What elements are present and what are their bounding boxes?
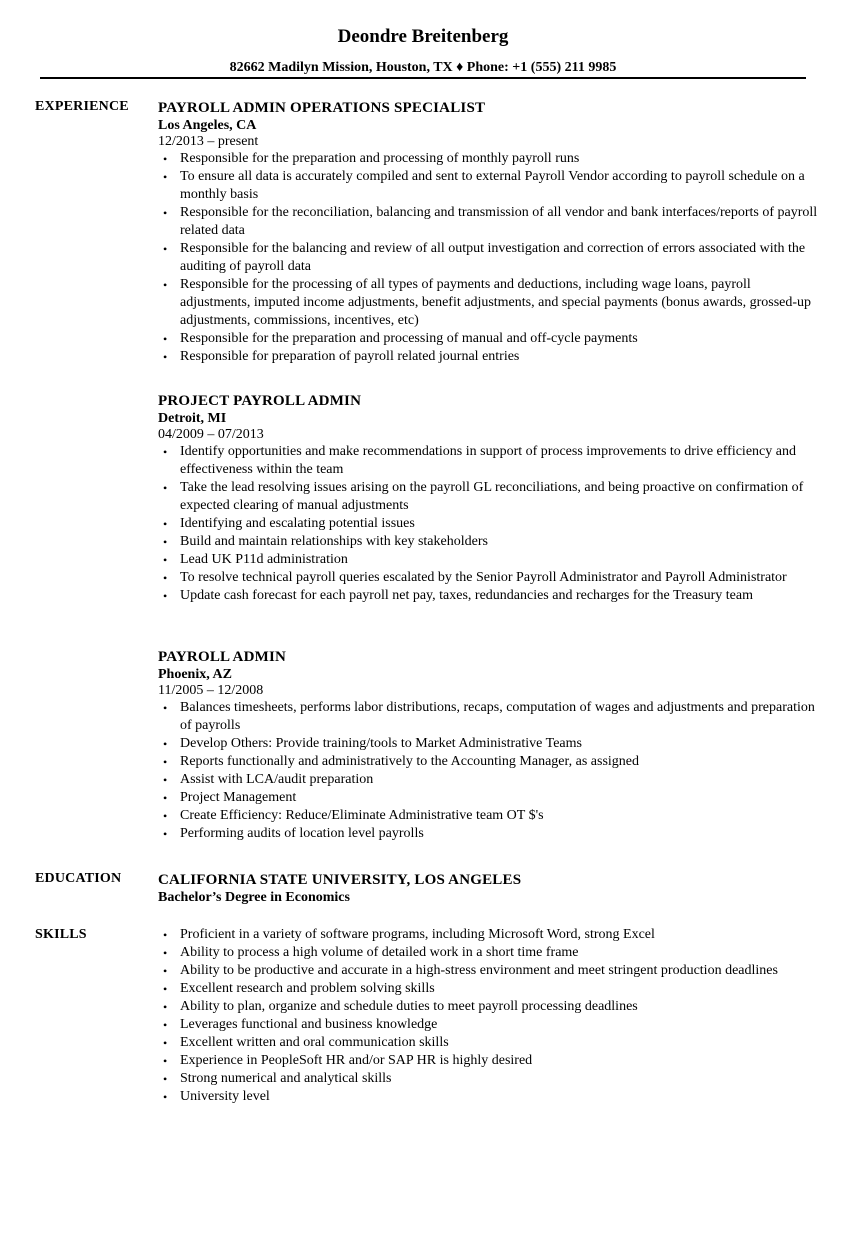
- job-bullet: [158, 348, 818, 366]
- bullet-icon: •: [163, 517, 168, 531]
- education-entry: [158, 871, 818, 906]
- bullet-icon: •: [163, 791, 168, 805]
- bullet-icon: •: [163, 152, 168, 166]
- skill-item: [158, 944, 818, 962]
- skill-text: University level: [180, 1089, 270, 1104]
- experience-entry: [158, 648, 818, 843]
- bullet-icon: •: [163, 350, 168, 364]
- job-bullet-text: Identifying and escalating potential issues: [180, 516, 415, 531]
- skills-list: [158, 926, 818, 1106]
- bullet-icon: •: [163, 278, 168, 292]
- job-bullet-text: Project Management: [180, 790, 297, 805]
- job-bullet: [158, 753, 818, 771]
- bullet-icon: •: [163, 773, 168, 787]
- job-location: Detroit, MI: [158, 411, 227, 426]
- bullet-icon: •: [163, 589, 168, 603]
- candidate-name: Deondre Breitenberg: [337, 26, 509, 47]
- skill-item: [158, 1034, 818, 1052]
- job-bullet-text: Responsible for the preparation and processing of monthly payroll runs: [180, 151, 580, 166]
- bullet-icon: •: [163, 928, 168, 942]
- job-bullet: [158, 150, 818, 168]
- job-bullet: [158, 825, 818, 843]
- bullet-icon: •: [163, 553, 168, 567]
- job-bullet-list: [158, 443, 818, 605]
- job-bullet-text: Responsible for the reconciliation, balancing and transmission of all vendor and bank interfaces/reports of payroll related data: [180, 205, 818, 238]
- bullet-icon: •: [163, 701, 168, 715]
- bullet-icon: •: [163, 242, 168, 256]
- header-divider: [40, 77, 806, 79]
- bullet-icon: •: [163, 445, 168, 459]
- bullet-icon: •: [163, 206, 168, 220]
- section-label-education: EDUCATION: [35, 871, 122, 886]
- job-bullet-text: Identify opportunities and make recommendations in support of process improvements to drive efficiency and effectiveness within the team: [180, 444, 796, 477]
- job-bullet: [158, 569, 818, 587]
- job-bullet: [158, 551, 818, 569]
- skill-text: Ability to plan, organize and schedule duties to meet payroll processing deadlines: [180, 999, 638, 1014]
- job-bullet: [158, 735, 818, 753]
- job-bullet-text: Develop Others: Provide training/tools to Market Administrative Teams: [180, 736, 582, 751]
- job-bullet-text: Responsible for the balancing and review of all output investigation and correction of errors associated with the auditing of payroll data: [180, 241, 806, 274]
- job-bullet-text: Responsible for the processing of all types of payments and deductions, including wage loans, payroll adjustments, imputed income adjustments, benefit adjustments, and special payments (bonus awards, grossed-up adjustments, commissions, incentives, etc): [180, 277, 812, 328]
- education-school: CALIFORNIA STATE UNIVERSITY, LOS ANGELES: [158, 872, 522, 888]
- skill-item: [158, 1016, 818, 1034]
- bullet-icon: •: [163, 946, 168, 960]
- skill-text: Leverages functional and business knowledge: [180, 1017, 438, 1032]
- skill-text: Ability to process a high volume of detailed work in a short time frame: [180, 945, 579, 960]
- job-bullet-text: Create Efficiency: Reduce/Eliminate Administrative team OT $'s: [180, 808, 544, 823]
- job-bullet-text: Reports functionally and administratively to the Accounting Manager, as assigned: [180, 754, 639, 769]
- bullet-icon: •: [163, 982, 168, 996]
- job-bullet: [158, 168, 818, 204]
- job-bullet-list: [158, 699, 818, 843]
- skill-text: Strong numerical and analytical skills: [180, 1071, 392, 1086]
- job-bullet: [158, 587, 818, 605]
- skills-block: [158, 926, 818, 1106]
- job-bullet: [158, 807, 818, 825]
- job-title: PROJECT PAYROLL ADMIN: [158, 393, 362, 409]
- bullet-icon: •: [163, 481, 168, 495]
- skill-text: Ability to be productive and accurate in a high-stress environment and meet stringent production deadlines: [180, 963, 778, 978]
- job-bullet: [158, 789, 818, 807]
- job-bullet: [158, 276, 818, 330]
- job-dates: 12/2013 – present: [158, 134, 259, 149]
- contact-line: 82662 Madilyn Mission, Houston, TX ♦ Phone: +1 (555) 211 9985: [229, 60, 617, 75]
- bullet-icon: •: [163, 1072, 168, 1086]
- skill-text: Proficient in a variety of software programs, including Microsoft Word, strong Excel: [180, 927, 655, 942]
- job-location: Los Angeles, CA: [158, 118, 257, 133]
- job-bullet-text: Assist with LCA/audit preparation: [180, 772, 374, 787]
- bullet-icon: •: [163, 170, 168, 184]
- job-bullet: [158, 533, 818, 551]
- bullet-icon: •: [163, 1054, 168, 1068]
- job-dates: 04/2009 – 07/2013: [158, 427, 264, 442]
- bullet-icon: •: [163, 332, 168, 346]
- job-bullet: [158, 204, 818, 240]
- job-bullet-text: To ensure all data is accurately compiled and sent to external Payroll Vendor according to payroll schedule on a monthly basis: [180, 169, 805, 202]
- skill-item: [158, 980, 818, 998]
- bullet-icon: •: [163, 1018, 168, 1032]
- bullet-icon: •: [163, 964, 168, 978]
- job-bullet-text: To resolve technical payroll queries escalated by the Senior Payroll Administrator and Payroll Administrator: [180, 570, 787, 585]
- bullet-icon: •: [163, 1000, 168, 1014]
- education-degree: Bachelor’s Degree in Economics: [158, 890, 350, 905]
- job-bullet: [158, 330, 818, 348]
- bullet-icon: •: [163, 809, 168, 823]
- bullet-icon: •: [163, 1036, 168, 1050]
- bullet-icon: •: [163, 571, 168, 585]
- bullet-icon: •: [163, 1090, 168, 1104]
- experience-entry: [158, 99, 818, 366]
- skill-item: [158, 1052, 818, 1070]
- job-title: PAYROLL ADMIN OPERATIONS SPECIALIST: [158, 100, 486, 116]
- section-label-skills: SKILLS: [35, 927, 87, 942]
- job-bullet: [158, 479, 818, 515]
- bullet-icon: •: [163, 755, 168, 769]
- job-bullet-text: Balances timesheets, performs labor distributions, recaps, computation of wages and adjustments and preparation of payrolls: [180, 700, 815, 733]
- skill-item: [158, 926, 818, 944]
- job-title: PAYROLL ADMIN: [158, 649, 287, 665]
- experience-entry: [158, 392, 818, 605]
- skill-item: [158, 1088, 818, 1106]
- bullet-icon: •: [163, 737, 168, 751]
- job-bullet-text: Responsible for preparation of payroll related journal entries: [180, 349, 520, 364]
- job-bullet: [158, 771, 818, 789]
- job-bullet: [158, 443, 818, 479]
- job-bullet-text: Build and maintain relationships with key stakeholders: [180, 534, 488, 549]
- skill-text: Excellent research and problem solving skills: [180, 981, 435, 996]
- job-bullet-list: [158, 150, 818, 366]
- section-label-experience: EXPERIENCE: [35, 99, 129, 114]
- job-bullet-text: Take the lead resolving issues arising on the payroll GL reconciliations, and being proactive on confirmation of expected clearing of manual adjustments: [180, 480, 804, 513]
- job-location: Phoenix, AZ: [158, 667, 232, 682]
- bullet-icon: •: [163, 535, 168, 549]
- job-bullet-text: Update cash forecast for each payroll net pay, taxes, redundancies and recharges for the Treasury team: [180, 588, 753, 603]
- skill-item: [158, 1070, 818, 1088]
- bullet-icon: •: [163, 827, 168, 841]
- job-bullet: [158, 515, 818, 533]
- skill-item: [158, 998, 818, 1016]
- job-bullet-text: Performing audits of location level payrolls: [180, 826, 424, 841]
- job-bullet-text: Responsible for the preparation and processing of manual and off-cycle payments: [180, 331, 638, 346]
- job-bullet: [158, 240, 818, 276]
- job-bullet: [158, 699, 818, 735]
- skill-item: [158, 962, 818, 980]
- job-dates: 11/2005 – 12/2008: [158, 683, 264, 698]
- skill-text: Experience in PeopleSoft HR and/or SAP HR is highly desired: [180, 1053, 533, 1068]
- skill-text: Excellent written and oral communication skills: [180, 1035, 449, 1050]
- job-bullet-text: Lead UK P11d administration: [180, 552, 348, 567]
